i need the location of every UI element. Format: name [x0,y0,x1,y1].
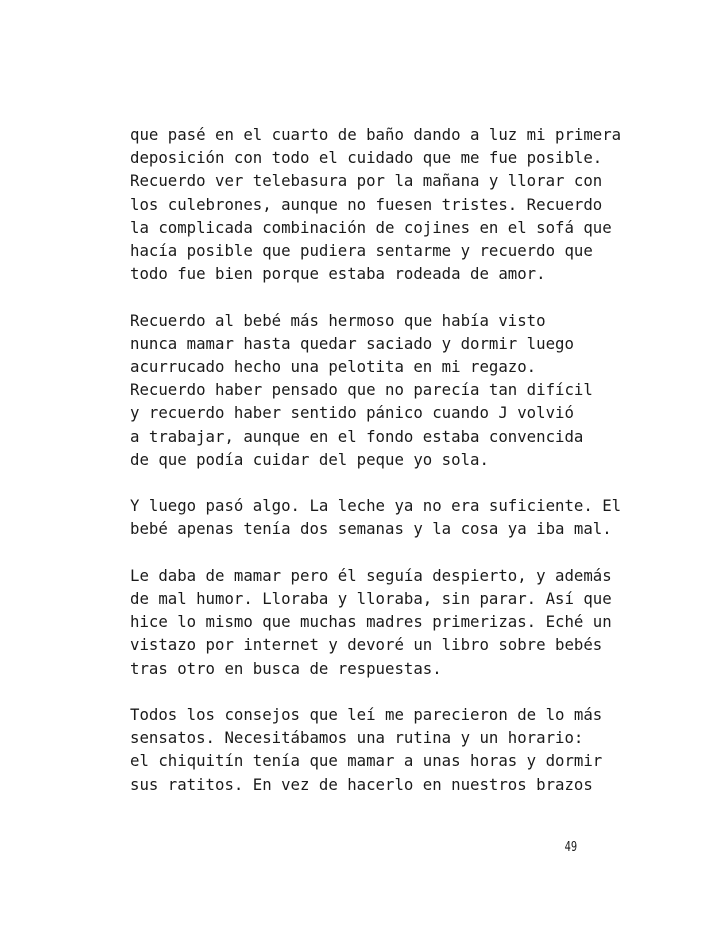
text-line: vistazo por internet y devoré un libro sobre bebés [130,635,603,655]
paragraph [130,494,622,540]
text-line: Recuerdo ver telebasura por la mañana y llorar con [130,171,603,191]
page-number: 49 [564,840,578,855]
text-line: sensatos. Necesitábamos una rutina y un horario: [130,728,584,748]
text-line: Le daba de mamar pero él seguía despierto, y además [130,565,612,585]
text-line: el chiquitín tenía que mamar a unas horas y dormir [130,751,603,771]
text-line: la complicada combinación de cojines en el sofá que [130,217,612,237]
text-line: nunca mamar hasta quedar saciado y dormir luego [130,333,574,353]
text-line: de que podía cuidar del peque yo sola. [130,449,489,469]
paragraph [130,309,600,471]
paragraph-gap [130,471,600,494]
text-line: acurrucado hecho una pelotita en mi regazo. [130,357,537,377]
paragraph-gap [130,541,600,564]
paragraph-gap [130,285,600,308]
paragraph-gap [130,680,600,703]
text-line: bebé apenas tenía dos semanas y la cosa ya iba mal. [130,519,612,539]
text-line: los culebrones, aunque no fuesen tristes. Recuerdo [130,194,603,214]
paragraph [130,123,622,285]
text-line: todo fue bien porque estaba rodeada de amor. [130,264,546,284]
text-line: tras otro en busca de respuestas. [130,658,442,678]
text-line: a trabajar, aunque en el fondo estaba convencida [130,426,584,446]
text-line: Recuerdo al bebé más hermoso que había visto [130,310,546,330]
text-line: hice lo mismo que muchas madres primerizas. Eché un [130,612,612,632]
text-line: Y luego pasó algo. La leche ya no era suficiente. El [130,496,622,516]
paragraph [130,564,612,680]
body-text [130,123,622,796]
text-line: sus ratitos. En vez de hacerlo en nuestros brazos [130,774,593,794]
text-line: de mal humor. Lloraba y lloraba, sin parar. Así que [130,589,612,609]
text-line: deposición con todo el cuidado que me fue posible. [130,148,603,168]
text-line: y recuerdo haber sentido pánico cuando J volvió [130,403,574,423]
text-line: Todos los consejos que leí me parecieron de lo más [130,705,603,725]
text-line: Recuerdo haber pensado que no parecía tan difícil [130,380,593,400]
text-line: que pasé en el cuarto de baño dando a luz mi primera [130,125,622,144]
text-line: hacía posible que pudiera sentarme y recuerdo que [130,241,593,261]
paragraph [130,703,603,796]
